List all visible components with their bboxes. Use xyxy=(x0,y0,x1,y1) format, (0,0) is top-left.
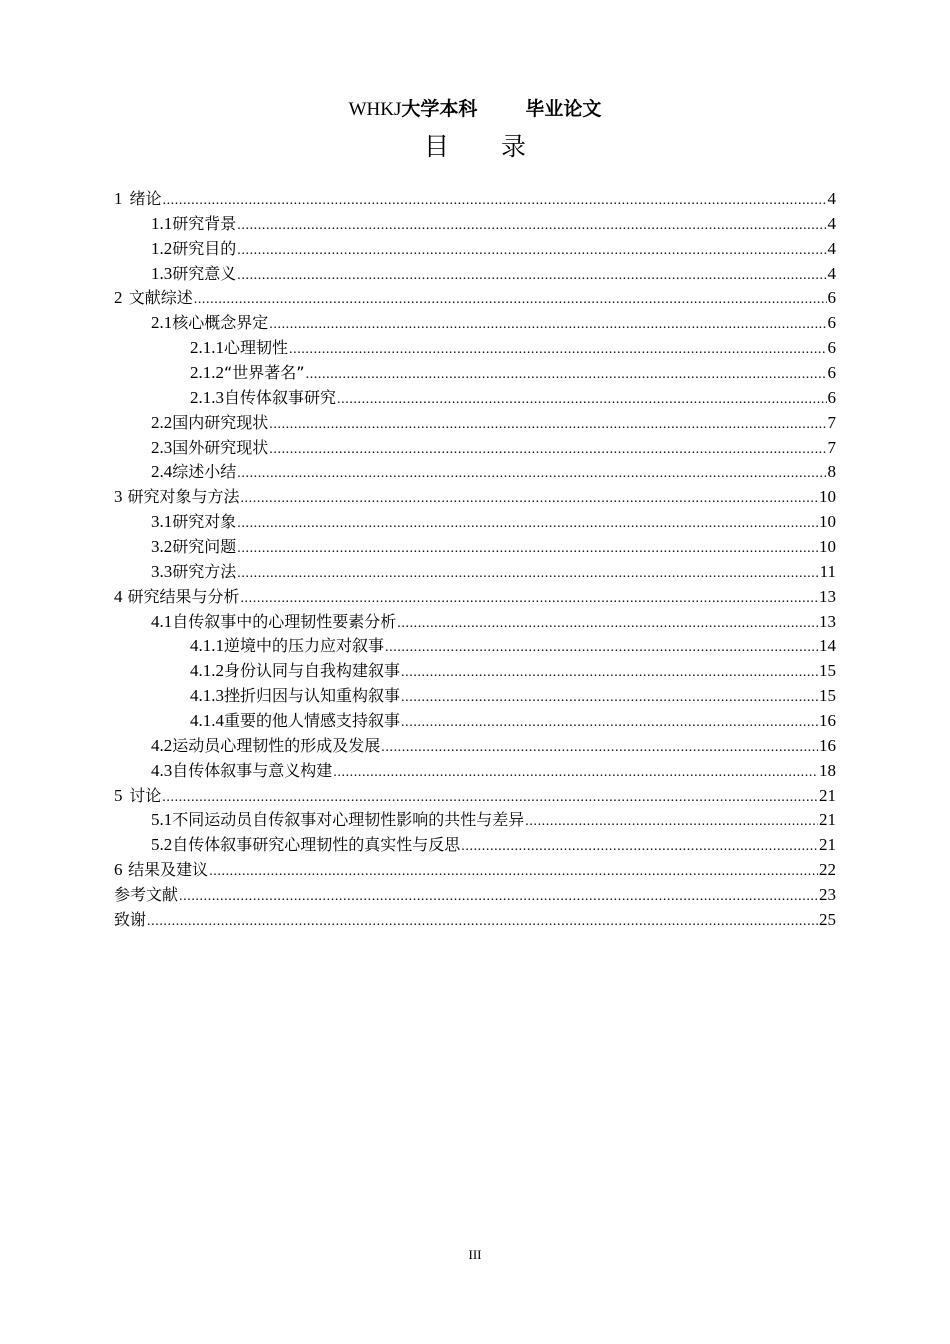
toc-entry-page: 18 xyxy=(819,760,836,780)
toc-entry-number: 4.1.2 xyxy=(190,661,224,681)
toc-dot-leader xyxy=(162,786,818,811)
toc-dot-leader xyxy=(461,835,818,860)
toc-dot-leader xyxy=(269,313,826,338)
page-number: III xyxy=(468,1247,482,1262)
toc-entry-title: 研究结果与分析 xyxy=(127,586,240,606)
toc-entry-page: 6 xyxy=(827,363,836,383)
toc-entry-title: “世界著名” xyxy=(224,363,305,383)
toc-entry-title: 自传体叙事研究 xyxy=(224,387,337,407)
toc-entry[interactable] xyxy=(114,833,836,858)
toc-dot-leader xyxy=(240,487,818,512)
toc-dot-leader xyxy=(194,288,827,313)
toc-entry-page: 7 xyxy=(827,412,836,432)
toc-entry[interactable] xyxy=(114,585,836,610)
toc-entry-page: 14 xyxy=(819,636,836,656)
table-of-contents xyxy=(114,187,836,933)
toc-entry-page: 6 xyxy=(827,313,836,333)
toc-dot-leader xyxy=(237,214,826,239)
toc-entry[interactable] xyxy=(114,460,836,485)
toc-entry[interactable] xyxy=(114,286,836,311)
toc-entry[interactable] xyxy=(114,734,836,759)
toc-entry-number: 3.2 xyxy=(151,537,173,557)
toc-dot-leader xyxy=(237,562,818,587)
toc-entry-title: 参考文献 xyxy=(114,885,179,905)
toc-entry-number: 2 xyxy=(114,288,123,308)
toc-dot-leader xyxy=(237,239,826,264)
toc-entry-page: 4 xyxy=(827,189,836,208)
toc-dot-leader xyxy=(269,413,826,438)
toc-entry-title: 挫折归因与认知重构叙事 xyxy=(224,686,401,706)
toc-entry-page: 10 xyxy=(819,512,836,532)
toc-dot-leader xyxy=(237,512,818,537)
toc-entry-title: 研究背景 xyxy=(172,213,237,233)
toc-entry-title: 绪论 xyxy=(129,189,162,208)
toc-entry-page: 15 xyxy=(819,661,836,681)
toc-entry-number: 2.2 xyxy=(151,412,173,432)
toc-entry[interactable] xyxy=(114,684,836,709)
toc-entry-number: 4 xyxy=(114,586,123,606)
toc-entry-page: 4 xyxy=(827,263,836,283)
toc-entry[interactable] xyxy=(114,361,836,386)
toc-entry[interactable] xyxy=(114,759,836,784)
toc-entry-number: 5.1 xyxy=(151,810,173,830)
toc-dot-leader xyxy=(237,537,818,562)
toc-title: 目 录 xyxy=(424,132,548,161)
toc-entry-number: 2.1.1 xyxy=(190,338,224,358)
toc-entry-title: 不同运动员自传叙事对心理韧性影响的共性与差异 xyxy=(172,810,525,830)
toc-entry[interactable] xyxy=(114,336,836,361)
toc-entry-title: 致谢 xyxy=(114,909,147,929)
toc-entry-number: 4.1.1 xyxy=(190,636,224,656)
toc-entry-page: 15 xyxy=(819,686,836,706)
toc-entry-number: 3 xyxy=(114,487,123,507)
toc-entry-page: 22 xyxy=(819,860,836,880)
toc-entry[interactable] xyxy=(114,709,836,734)
toc-entry[interactable] xyxy=(114,634,836,659)
toc-dot-leader xyxy=(306,363,827,388)
toc-entry-page: 6 xyxy=(827,288,836,308)
toc-entry-number: 2.4 xyxy=(151,462,173,482)
toc-dot-leader xyxy=(209,860,818,885)
toc-dot-leader xyxy=(525,810,818,835)
toc-entry-title: 重要的他人情感支持叙事 xyxy=(224,711,401,731)
toc-entry-title: 研究对象与方法 xyxy=(127,487,240,507)
toc-entry-title: 国外研究现状 xyxy=(172,437,269,457)
toc-entry-page: 21 xyxy=(819,810,836,830)
toc-entry-title: 身份认同与自我构建叙事 xyxy=(224,661,401,681)
toc-entry[interactable] xyxy=(114,262,836,287)
toc-dot-leader xyxy=(269,438,826,463)
toc-dot-leader xyxy=(162,189,826,214)
toc-entry-number: 2.1 xyxy=(151,313,173,333)
toc-entry[interactable] xyxy=(114,510,836,535)
toc-entry-title: 研究对象 xyxy=(172,512,237,532)
toc-entry-page: 16 xyxy=(819,711,836,731)
toc-entry[interactable] xyxy=(114,386,836,411)
toc-entry[interactable] xyxy=(114,411,836,436)
toc-entry-number: 1 xyxy=(114,189,123,208)
toc-dot-leader xyxy=(401,686,818,711)
toc-entry-number: 1.2 xyxy=(151,238,173,258)
toc-dot-leader xyxy=(401,711,818,736)
toc-entry-number: 4.3 xyxy=(151,760,173,780)
toc-dot-leader xyxy=(147,910,818,935)
toc-dot-leader xyxy=(179,885,818,910)
toc-entry-title: 国内研究现状 xyxy=(172,412,269,432)
toc-entry[interactable] xyxy=(114,187,836,212)
toc-entry-page: 16 xyxy=(819,735,836,755)
toc-entry-number: 4.1.3 xyxy=(190,686,224,706)
toc-entry-number: 2.1.3 xyxy=(190,387,224,407)
toc-entry-number: 4.1 xyxy=(151,611,173,631)
toc-entry-number: 2.1.2 xyxy=(190,363,224,383)
toc-entry[interactable] xyxy=(114,560,836,585)
header-school-type: 大学本科 xyxy=(401,98,478,120)
toc-entry-title: 文献综述 xyxy=(128,288,193,308)
toc-entry-page: 25 xyxy=(819,909,836,929)
toc-entry[interactable] xyxy=(114,485,836,510)
toc-entry-title: 心理韧性 xyxy=(224,338,289,358)
toc-entry[interactable] xyxy=(114,212,836,237)
toc-entry-page: 6 xyxy=(827,387,836,407)
toc-entry-title: 运动员心理韧性的形成及发展 xyxy=(172,735,381,755)
toc-entry-page: 13 xyxy=(819,611,836,631)
toc-entry-page: 6 xyxy=(827,338,836,358)
toc-entry-page: 8 xyxy=(827,462,836,482)
toc-dot-leader xyxy=(401,661,818,686)
toc-entry-title: 自传叙事中的心理韧性要素分析 xyxy=(172,611,397,631)
toc-entry[interactable] xyxy=(114,784,836,809)
toc-entry[interactable] xyxy=(114,858,836,883)
page-header xyxy=(0,95,950,124)
toc-entry-title: 研究目的 xyxy=(172,238,237,258)
toc-entry[interactable] xyxy=(114,237,836,262)
toc-dot-leader xyxy=(381,736,818,761)
toc-entry-number: 5 xyxy=(114,785,123,805)
toc-dot-leader xyxy=(397,612,818,637)
toc-entry-title: 结果及建议 xyxy=(128,860,209,880)
toc-entry[interactable] xyxy=(114,436,836,461)
toc-entry-title: 逆境中的压力应对叙事 xyxy=(224,636,385,656)
toc-entry-number: 4.2 xyxy=(151,735,173,755)
toc-entry-number: 3.1 xyxy=(151,512,173,532)
toc-entry-number: 1.1 xyxy=(151,213,173,233)
toc-entry[interactable] xyxy=(114,808,836,833)
toc-entry-title: 自传体叙事与意义构建 xyxy=(172,760,333,780)
toc-entry-page: 7 xyxy=(827,437,836,457)
toc-entry-page: 4 xyxy=(827,238,836,258)
toc-entry-title: 研究意义 xyxy=(172,263,237,283)
toc-entry[interactable] xyxy=(114,659,836,684)
toc-entry-title: 综述小结 xyxy=(172,462,237,482)
toc-entry-page: 10 xyxy=(819,487,836,507)
toc-dot-leader xyxy=(289,338,826,363)
toc-entry[interactable] xyxy=(114,883,836,908)
toc-dot-leader xyxy=(337,388,826,413)
toc-entry-number: 3.3 xyxy=(151,561,173,581)
toc-dot-leader xyxy=(237,264,826,289)
toc-dot-leader xyxy=(237,462,826,487)
toc-entry-number: 6 xyxy=(114,860,123,880)
toc-entry-title: 自传体叙事研究心理韧性的真实性与反思 xyxy=(172,835,461,855)
toc-entry-title: 讨论 xyxy=(129,785,162,805)
toc-entry-page: 11 xyxy=(819,561,836,581)
toc-entry-page: 10 xyxy=(819,537,836,557)
toc-dot-leader xyxy=(333,761,818,786)
toc-entry[interactable] xyxy=(114,610,836,635)
toc-entry[interactable] xyxy=(114,908,836,933)
toc-entry-title: 核心概念界定 xyxy=(172,313,269,333)
toc-entry-number: 5.2 xyxy=(151,835,173,855)
toc-entry[interactable] xyxy=(114,535,836,560)
toc-entry-title: 研究方法 xyxy=(172,561,237,581)
toc-dot-leader xyxy=(385,636,818,661)
toc-entry-page: 4 xyxy=(827,213,836,233)
toc-entry-page: 13 xyxy=(819,586,836,606)
toc-entry[interactable] xyxy=(114,311,836,336)
toc-entry-number: 4.1.4 xyxy=(190,711,224,731)
toc-entry-page: 21 xyxy=(819,835,836,855)
toc-dot-leader xyxy=(240,587,818,612)
header-school-code: WHKJ xyxy=(348,99,402,120)
toc-entry-number: 2.3 xyxy=(151,437,173,457)
toc-entry-page: 23 xyxy=(819,885,836,905)
header-thesis-label: 毕业论文 xyxy=(525,98,602,120)
toc-entry-number: 1.3 xyxy=(151,263,173,283)
toc-entry-page: 21 xyxy=(819,785,836,805)
toc-entry-title: 研究问题 xyxy=(172,537,237,557)
